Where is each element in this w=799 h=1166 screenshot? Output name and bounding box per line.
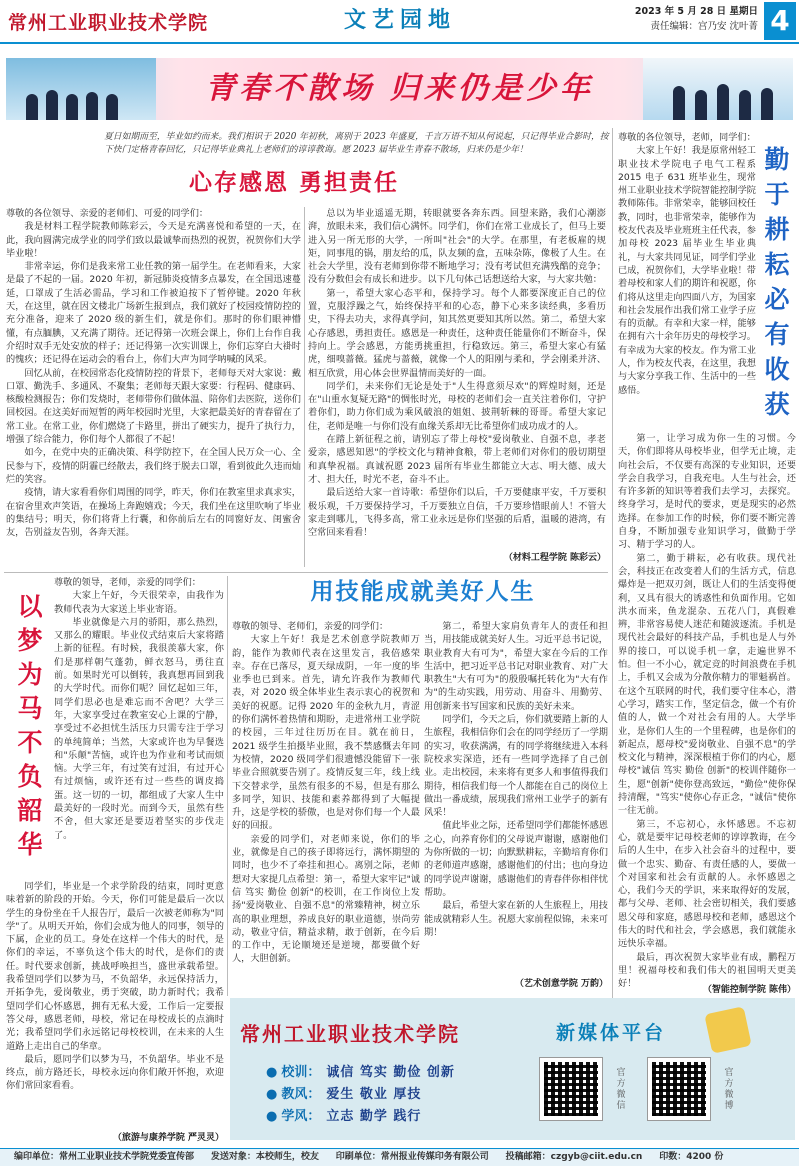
motto-label: 校训：	[281, 1065, 321, 1080]
paragraph: 值此毕业之际，还希望同学们都能怀感恩之心，向养育你们的父母说声谢谢，感谢他们为你所做的一切；向默默耕耘，辛勤培育你们的老师道声感谢，感谢他们的付出；也向身边的同学说声谢谢，感谢他们的青春伴你相伴忧帮助。	[424, 820, 608, 898]
footer-bar	[0, 1148, 799, 1166]
promo-title: 新媒体平台	[556, 1022, 667, 1044]
masthead-rule	[0, 42, 799, 44]
article1-signature: （材料工程学院 陈彩云）	[503, 553, 606, 563]
banner-photo-left	[6, 58, 156, 120]
footer-printer: 印刷单位：常州报业传媒印务有限公司	[335, 1152, 489, 1162]
paragraph: 回忆从前，在校园常态化疫情防控的背景下，老师每天对大家说：戴口罩、勤洗手、多通风、不聚集；老师每天跟大家要：行程码、健康码、核酸检测报告；你们发烧时，老师带你们做体温、陪你们去医院，送你们回校园。在这美好而短暂的两年校园时光里，大家把最美好的青春留在了常工业。在常工业，你们燃烧了卡路里，拼出了硬实力，提升了执行力，增强了综合能力，你们每个人都很了不起！	[6, 367, 301, 446]
column-divider	[227, 576, 228, 996]
column-divider	[304, 207, 305, 567]
promo-logo: 常州工业职业技术学院	[240, 1022, 460, 1046]
paragraph: 大家上午好！我是原常州轻工职业技术学院电子电气工程系 2015 电子 631 班毕业生，现常州工业职业技术学院智能控制学院教师陈伟。非常荣幸，能够回校任教，同时，也非常荣幸，能够作为校友代表及毕业班班主任代表，参加母校 2023 届毕业生毕业典礼，与大家共同见证，同学们学业已成，祝贺你们，大学毕业啦！带着母校和家人们的期许和祝愿，你们将从这里走向四面八方，为国家和社会发展作出我们常工业学子应有的贡献。有幸和大家一样，能够在拥有六十余年历史的母校学习。有幸成为大家的校友。作为常工业人，作为校友代表，在这里，我想与大家分享我工作、生活中的一些感悟。	[618, 145, 756, 396]
paragraph: 疫情，请大家看看你们周围的同学，昨天，你们在教室里求真求实，在宿舍里欢声笑语，在操场上奔跑嬉戏；今天，我们坐在这里吹响了毕业的集结号；明天，你们将背上行囊，和你前后左右的同窗好友、闺蜜舍友，告别益友告别，各奔天涯。	[6, 487, 301, 539]
article4-signature: （艺术创意学院 万韵）	[514, 979, 608, 989]
paragraph: 大家上午好，今天很荣幸，由我作为教师代表为大家送上毕业寄语。	[54, 590, 224, 615]
page-number: 4	[764, 2, 796, 40]
paragraph: 最后送给大家一首诗歌：希望你们以后，千万要健康平安，千万要积极乐观，千万要保持学习，千万要独立自信，千万要珍惜眼前人！不管大家走到哪儿，飞得多高，常工业永远是你们坚强的后盾，温暖的港湾，有空常回来看看！	[308, 487, 606, 539]
footer-copies: 印数：4200 份	[659, 1152, 724, 1162]
paragraph: 第一，让学习成为你一生的习惯。今天，你们即将从母校毕业，但学无止境，走向社会后，不仅要有高深的专业知识，还要学会自我学习，自我充电。人生与社会，还有许多新的知识等着我们去学习，去探究。终身学习，是时代的要求，更是现实的必然选择。在参加工作的时候，你们要不断完善自身，不断加强专业知识学习，做勤于学习、精于学习的人。	[618, 433, 796, 551]
paragraph: 同学们，毕业是一个求学阶段的结束，同时更意味着新的阶段的开始。今天，你们可能是最后一次以学生的身份坐在千人报告厅，最后一次被老师称为"同学"了。从明天开始，你们会成为他人的同事，领导的下属，企业的员工。身处在这样一个伟大的时代，是你们的幸运，不辜负这个伟大的时代，是你们的责任。时代要求创新，挑战呼唤担当，盛世承载希望。我希望同学们以梦为马，不负韶华，永远保持活力，开拓争先，爱岗敬业，勇于突破，助力新时代；我希望同学们心怀感恩，拥有无私大爱，工作后一定要报答父母，感恩老师，母校，常记在母校成长的点滴时光；我希望同学们永远铭记母校校训，在未来的人生道路上走出自己的华章。	[6, 881, 224, 1052]
weibo-qr-label: 官方微博	[724, 1068, 734, 1111]
footer-editor-unit: 编印单位：常州工业职业技术学院党委宣传部	[14, 1152, 195, 1162]
paragraph: 同学们，未来你们无论是处于"人生得意须尽欢"的辉煌时刻，还是在"山重水复疑无路"的惆怅时光，母校的老师们会一直关注着你们，守护着你们，助力你们成为乘风破浪的姐姐、披荆斩棘的哥哥。希望大家记住，老师是唯一与你们没有血缘关系却无比希望你们成功成才的人。	[308, 380, 606, 432]
paragraph: 总以为毕业遥遥无期，转眼就要各奔东西。回望来路，我们心潮澎湃，放眼未来，我们信心满怀。同学们，你们在常工业成长了，但马上要进入另一所无形的大学，一所叫"社会"的大学。在那里，有老板雇的规矩，同事甩的锅，朋友给的瓜，队友频的盒，五味杂陈，像极了人生。在社会大学里，没有老师到你带不断地学习；没有考试但充满残酷的竞争；没有分数但会有成长和进步。以下几句体己话想送给大家，与大家共勉：	[308, 208, 606, 286]
paragraph: 尊敬的领导、老师们，亲爱的同学们：	[232, 621, 389, 632]
motto-school	[266, 1062, 536, 1084]
column-divider	[612, 128, 613, 998]
wechat-qr-label: 官方微信	[616, 1068, 626, 1111]
banner	[6, 58, 793, 120]
paragraph: 第二，希望大家肩负青年人的责任和担当，用技能成就美好人生。习近平总书记说，职业教育大有可为"，希望大家在今后的工作生活中，把习近平总书记对职业教育、对广大职教生"大有可为"的殷殷嘱托转化为"大有作为"的生动实践，用劳动、用奋斗、用勤劳、用创新来书写国家和民族的美好未来。	[424, 621, 608, 712]
article1-title: 心存感恩 勇担责任	[188, 170, 399, 196]
section-divider	[4, 572, 608, 573]
bullet-icon: ●	[266, 1109, 278, 1124]
motto-value: 立志 勤学 践行	[326, 1109, 422, 1124]
article1-col2	[308, 207, 606, 565]
paragraph: 尊敬的领导，老师，亲爱的同学们：	[54, 577, 201, 588]
paragraph: 第二，勤于耕耘，必有收获。现代社会，科技正在改变着人们的生活方式，信息爆炸是一把双刃剑，既让人们的生活变得便利，又具有很大的诱惑性和负面作用。它如洪水而来，鱼龙混杂、五花八门，真假难辨，非常容易使人迷茫和随波逐流。手机是现代社会最好的科技产品，手机也是人与外界的接口，可以说手机一拿，走遍世界不怕。但一不小心，就定竞的时间浪费在手机上，手机又会成为分散你精力的罪魁祸首。在这个互联网的时代，我们要守住本心，潜心学习，踏实工作，坚定信念，做一个有价值的人，做一个对社会有用的人。大学毕业，是你们人生的一个里程碑，也是你们的新起点，愿母校"爱岗敬业、自强不息"的学校文化与精神，深深根植于你们的内心，愿母校"诚信 笃实 勤俭 创新"的校训伴随你一生，愿"创新"使你登高致远，"勤俭"使你保持清醒，"笃实"使你心存正念，"诚信"使你一往无前。	[618, 552, 796, 817]
motto-value: 爱生 敬业 厚技	[326, 1087, 422, 1102]
banner-headline: 青春不散场 归来仍是少年	[205, 71, 594, 106]
article3-bottom	[6, 880, 224, 1128]
article4-col1	[232, 620, 420, 990]
bullet-icon: ●	[266, 1065, 278, 1080]
intro-paragraph: 夏日如期而至，毕业如约而来。我们相识于 2020 年初秋，离别于 2023 年盛夏，千言万语不知从何说起，只记得毕业合影时，按下快门定格青春回忆，只记得毕业典礼上老师们的谆谆教诲。愿 2023 届毕业生青春不散场，归来仍是少年！	[104, 132, 609, 155]
article2-top	[618, 131, 756, 431]
paragraph: 最后，希望大家在新的人生旅程上，用技能成就精彩人生。祝愿大家前程似锦，未来可期！	[424, 900, 608, 938]
bullet-icon: ●	[266, 1087, 278, 1102]
phone-icon	[704, 1006, 751, 1053]
paragraph: 尊敬的各位领导，老师，同学们：	[618, 132, 756, 143]
article2-signature: （智能控制学院 陈伟）	[702, 985, 796, 995]
paragraph: 非常幸运，你们是我来常工业任教的第一届学生。在老师看来，大家是最了不起的一届。2020 年初，新冠肺炎疫情多点暴发，在全国迅速蔓延，口罩成了生活必需品，学习和工作被迫按下了暂停键。2020 年秋天，在这里，就在因文楼北广场新生报到点，我们就好了校园疫情防控的充分准备，迎来了 2020 级的新生们，就是你们。那时的你们眼神懵懂，有点腼腆，又充满了期待。还记得第一次班会课上，你们上台作自我介绍时双手无处安放的样子；还记得第一次实训课上，你们忘穿白大褂时的愧疚；还记得在运动会的看台上，你们大声为同学呐喊的风采。	[6, 261, 301, 366]
article3-top	[54, 576, 224, 876]
motto-value: 诚信 笃实 勤俭 创新	[326, 1065, 455, 1080]
motto-study	[266, 1106, 536, 1128]
paragraph: 尊敬的各位领导、亲爱的老师们、可爱的同学们：	[6, 208, 209, 219]
paragraph: 最后，再次祝贺大家毕业有成，鹏程万里！祝福母校和我们伟大的祖国明天更美好！	[618, 951, 796, 990]
footer-send-to: 发送对象：本校师生，校友	[210, 1152, 319, 1162]
motto-label: 教风：	[281, 1087, 321, 1102]
motto-teaching	[266, 1084, 536, 1106]
motto-label: 学风：	[281, 1109, 321, 1124]
issue-info	[598, 4, 758, 38]
paragraph: 同学们，今天之后，你们就要踏上新的人生旅程，我相信你们会在的同学经历了一学期的实习，收获满满，有的同学将继续进入本科院校求实深造，还有一些同学选择了自己创业。走出校园，未来将有更多人和事值得我们期待，相信我们每一个人都能在自己的岗位上做出一番成绩，展现我们常州工业学子的新有风采！	[424, 714, 608, 819]
paragraph: 最后，愿同学们以梦为马，不负韶华。毕业不是终点，前方路还长，母校永远向你们敞开怀抱，欢迎你们常回家看看。	[6, 1053, 224, 1092]
paragraph: 我是材料工程学院教师陈彩云，今天是充满喜悦和希望的一天，在此，我向圆满完成学业的同学们致以最诚挚而热烈的祝贺，祝贺你们大学毕业啦！	[6, 221, 301, 259]
masthead-logo: 常州工业职业技术学院	[0, 0, 270, 38]
wechat-qr-code[interactable]	[540, 1058, 602, 1120]
paragraph: 第三，不忘初心，永怀感恩。不忘初心，就是要牢记母校老师的谆谆教诲，在今后的人生中，在步入社会奋斗的过程中，要做一个忠实、勤奋、有责任感的人，要做一个对国家和社会有贡献的人。永怀感恩之心，我们今天的学识，来来取得好的发展，都与父母、老师、社会密切相关，我们要感恩父母和家庭，感恩母校和老师，感恩这个伟大的时代和社会，学会感恩，我们就能永远快乐幸福。	[618, 818, 796, 950]
article4-col2	[424, 620, 608, 972]
article3-signature: （旅游与康养学院 严灵灵）	[112, 1133, 224, 1143]
paragraph: 毕业就像是六月的骄阳，那么热烈，又那么的耀眼。毕业仪式结束后大家将踏上新的征程。有时候，我很羡慕大家，你们是那样朝气蓬勃，鲜衣怒马，勇往直前。如果时光可以倒转，我真想再回到我的大学时代。而你们呢？回忆起如三年，同学们思必也是难忘而不舍吧？大学三年，大家享受过在教室安心上课的宁静，享受过不必担忧生活压力只需专注于学习的单纯简单；当然，大家或许也为早餐选和"乐颠"苦恼，或许也为作业和考试而烦恼。大学三年，有过笑有过泪，有过开心有过烦恼，或许还有过一些些的调皮捣蛋。这一切的一切，都组成了大家人生中最美好的一段时光。而到今天，虽然有些不舍，但大家还是要迈着坚实的步伐走了。	[54, 616, 224, 841]
article1-col1	[6, 207, 301, 577]
paragraph: 在踏上新征程之前，请别忘了带上母校"爱岗敬业、自强不息，孝老爱亲，感恩知恩"的学校文化与精神食粮，带上老师们对你们的殷切期望和真挚祝福。真诚祝愿 2023 届所有毕业生都能立大志、明大德、成大才、担大任，时光不老，奋斗不止。	[308, 434, 606, 485]
banner-photo-right	[643, 58, 793, 120]
footer-email[interactable]: 投稿邮箱：czgyb@ciit.edu.cn	[505, 1152, 643, 1162]
article2-vertical-title: 勤于耕耘 必有收获	[764, 145, 790, 419]
article3-vertical-title: 以梦为马 不负韶华	[17, 592, 43, 859]
section-title: 文艺园地	[343, 8, 456, 33]
article4-title: 用技能成就美好人生	[310, 579, 536, 605]
paragraph: 亲爱的同学们，对老师来说，你们的毕业，就像是自己的孩子即将远行，满怀期望的同时，也少不了牵挂和担心。离别之际，老师想对大家提几点希望：第一，希望大家牢记"诚信 笃实 勤俭 创新"的校训，在工作岗位上发扬"爱岗敬业、自强不息"的常臻精神，树立乐高的职业理想，养成良好的职业道德，崇尚劳动，敬业守信，精益求精，敢于创新，在今后的工作中，无论顺境还是逆境，都要做个好人，大胆创新。	[232, 833, 420, 965]
paragraph: 如今，在党中央的正确决策、科学防控下，在全国人民万众一心、全民参与下，疫情的阴霾已经散去，我们终于脱去口罩，看到彼此久违而灿烂的笑容。	[6, 447, 301, 485]
issue-date: 2023 年 5 月 28 日 星期日	[634, 6, 758, 17]
paragraph: 第一，希望大家心态平和，保持学习。每个人都要深度正自己的位置，克服浮躁之气，始终保持平和的心态，静下心来多读经典，多看历史，下得去功夫，求得真学问，知其然更要知其所以然。第二，希望大家心存感恩，勇担责任。感恩是一种责任，这种责任能量你们不断奋斗，保持向上。学会感恩，方能勇挑重担，行稳致远。第三，希望大家心有猛虎，细嗅蔷薇。猛虎与蔷薇，就像一个人的阳刚与柔和，学会刚柔并济、相互欣赏，用心体会世界温情而美好的一面。	[308, 287, 606, 379]
issue-editors: 责任编辑：宫乃安 沈叶菁	[650, 21, 758, 32]
paragraph: 大家上午好！我是艺术创意学院教师万韵，能作为教师代表在这里发言，我倍感荣幸。存在已落尽，夏天绿成阴，一年一度的毕业季也已到来。首先，请允许我作为教师代表，对 2020 级全体毕业生表示衷心的祝贺和美好的祝愿。记得 2020 年的金秋九月，青涩的你们满怀着热情和期盼，走进常州工业学院的校园，三年过往历历在目。就在前日，2021 级学生拍摄毕业照，我不禁感慨去年同为校情，2020 级同学们很遗憾没能留下一张毕业合照就要告别了。疫情反复三年，线上线下交替求学，虽然有很多的不易，但是有那么多同学，知识、技能和素养都得到了大幅提升，这是学校的骄傲，也是对你们每一个人最好的回报。	[232, 634, 420, 832]
weibo-qr-code[interactable]	[648, 1058, 710, 1120]
